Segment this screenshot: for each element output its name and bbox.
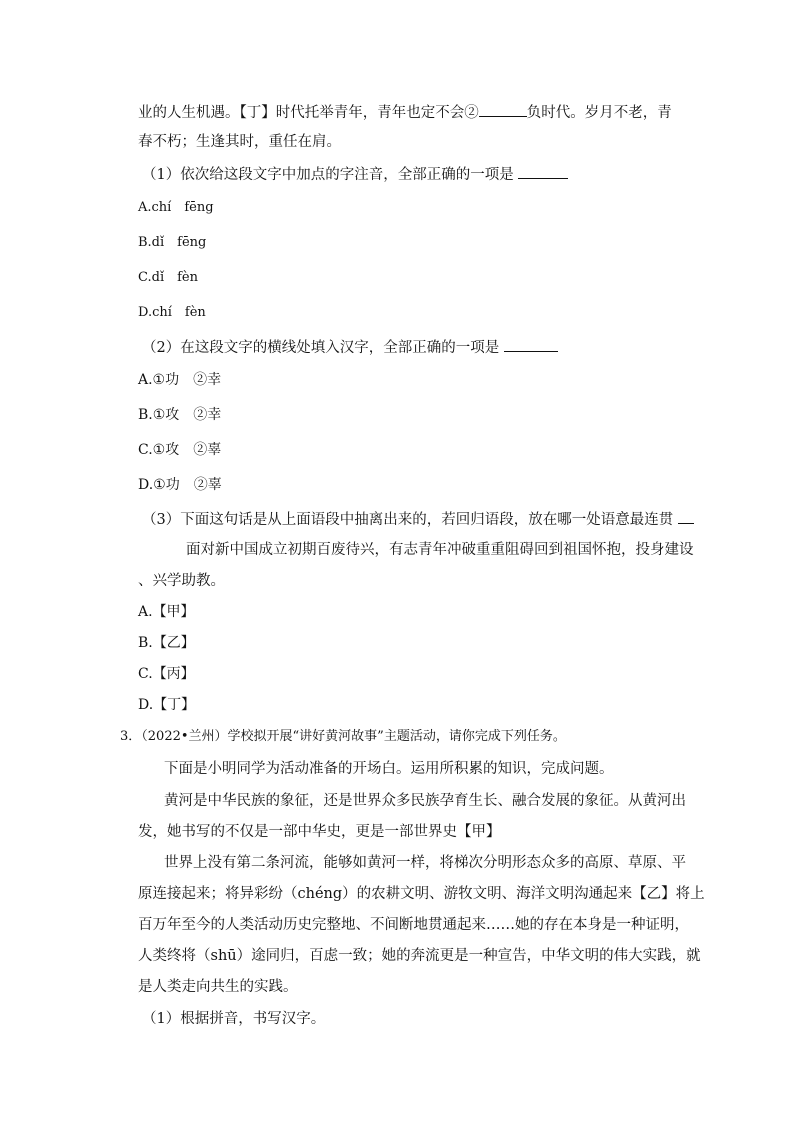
option-c[interactable]: C.【丙】 [138, 666, 195, 682]
option-b[interactable]: B.①攻 ②幸 [138, 407, 222, 423]
option-b[interactable]: B.dǐ fēng [138, 235, 207, 250]
option-d[interactable]: D.chí fèn [138, 305, 206, 320]
passage-line: 百万年至今的人类活动历史完整地、不间断地贯通起来……她的存在本身是一种证明， [138, 917, 689, 933]
question-stem: （1）依次给这段文字中加点的字注音，全部正确的一项是 [142, 164, 568, 185]
passage-line: 是人类走向共生的实践。 [138, 979, 298, 995]
passage-line: 发，她书写的不仅是一部中华史，更是一部世界史【甲】 [138, 824, 501, 840]
answer-blank[interactable] [678, 509, 694, 524]
extracted-sentence: 、兴学助教。 [138, 573, 225, 589]
option-a[interactable]: A.①功 ②幸 [138, 372, 222, 388]
passage-line: 人类终将（shū）途同归，百虑一致；她的奔流更是一种宣告，中华文明的伟大实践，就 [138, 948, 701, 964]
option-d[interactable]: D.【丁】 [138, 697, 196, 713]
sub-question: （1）根据拼音，书写汉字。 [142, 1011, 326, 1027]
question-stem: （2）在这段文字的横线处填入汉字，全部正确的一项是 [142, 337, 558, 358]
extracted-sentence: 面对新中国成立初期百废待兴，有志青年冲破重重阻碍回到祖国怀抱，投身建设 [186, 542, 694, 558]
passage-line: 原连接起来；将异彩纷（chéng）的农耕文明、游牧文明、海洋文明沟通起来【乙】将上 [138, 886, 705, 902]
answer-blank[interactable] [504, 337, 558, 352]
option-c[interactable]: C.①攻 ②辜 [138, 442, 222, 458]
answer-blank[interactable] [518, 164, 568, 179]
passage-line: 春不朽；生逢其时，重任在肩。 [138, 134, 341, 150]
option-a[interactable]: A.chí fēng [138, 200, 214, 215]
passage-line: 黄河是中华民族的象征，还是世界众多民族孕育生长、融合发展的象征。从黄河出 [164, 793, 686, 809]
problem-intro: 下面是小明同学为活动准备的开场白。运用所积累的知识，完成问题。 [164, 761, 614, 777]
option-b[interactable]: B.【乙】 [138, 635, 195, 651]
passage-line [138, 102, 672, 123]
passage-text: 业的人生机遇。【丁】时代托举青年，青年也定不会② [138, 105, 479, 121]
problem-header: 3．（2022•兰州）学校拟开展“讲好黄河故事”主题活动，请你完成下列任务。 [120, 729, 566, 744]
option-c[interactable]: C.dǐ fèn [138, 270, 198, 285]
answer-blank[interactable] [479, 102, 527, 117]
passage-text: 负时代。岁月不老，青 [526, 105, 672, 121]
question-stem: （3）下面这句话是从上面语段中抽离出来的，若回归语段，放在哪一处语意最连贯 [142, 509, 694, 530]
option-a[interactable]: A.【甲】 [138, 604, 195, 620]
option-d[interactable]: D.①功 ②辜 [138, 477, 222, 493]
passage-line: 世界上没有第二条河流，能够如黄河一样，将梯次分明形态众多的高原、草原、平 [164, 855, 686, 871]
